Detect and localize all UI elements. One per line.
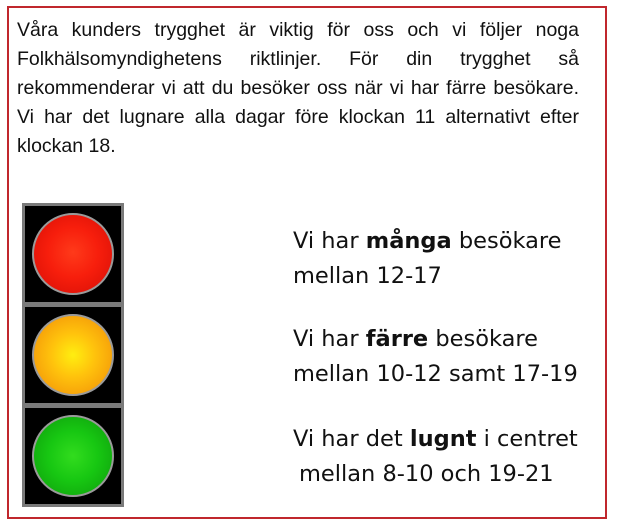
- red-lamp-icon: [32, 213, 114, 295]
- legend-suffix: besökare: [428, 326, 538, 352]
- legend-line-1: [293, 322, 613, 357]
- legend-suffix: i centret: [476, 426, 578, 452]
- intro-paragraph: Våra kunders trygghet är viktig för oss och vi följer noga Folkhälsomyndighetens riktlinjer. För din trygghet så rekommenderar vi att du besöker oss när vi har färre besökare. Vi har det lugnare alla dagar före klockan 11 alternativt efter klockan 18.: [17, 19, 579, 157]
- legend-prefix: Vi har: [293, 228, 366, 254]
- legend-emphasis: färre: [365, 326, 429, 352]
- legend-prefix: Vi har det: [293, 426, 410, 452]
- traffic-light-yellow: [22, 304, 124, 406]
- legend-hours: mellan 10-12 samt 17-19: [293, 361, 578, 387]
- traffic-light-red: [22, 203, 124, 305]
- legend-line-1: [293, 422, 613, 457]
- legend-line-1: [293, 224, 613, 259]
- legend-suffix: besökare: [451, 228, 562, 254]
- yellow-lamp-icon: [32, 314, 114, 396]
- green-lamp-icon: [32, 415, 114, 497]
- legend-emphasis: många: [365, 228, 452, 254]
- legend-prefix: Vi har: [293, 326, 366, 352]
- legend-hours: mellan 12-17: [293, 263, 442, 289]
- traffic-light-green: [22, 405, 124, 507]
- legend-emphasis: lugnt: [409, 426, 477, 452]
- legend-fewer-visitors: [293, 322, 613, 392]
- legend-calm: [293, 422, 613, 492]
- legend-hours: mellan 8-10 och 19-21: [299, 461, 554, 487]
- legend-many-visitors: [293, 224, 613, 294]
